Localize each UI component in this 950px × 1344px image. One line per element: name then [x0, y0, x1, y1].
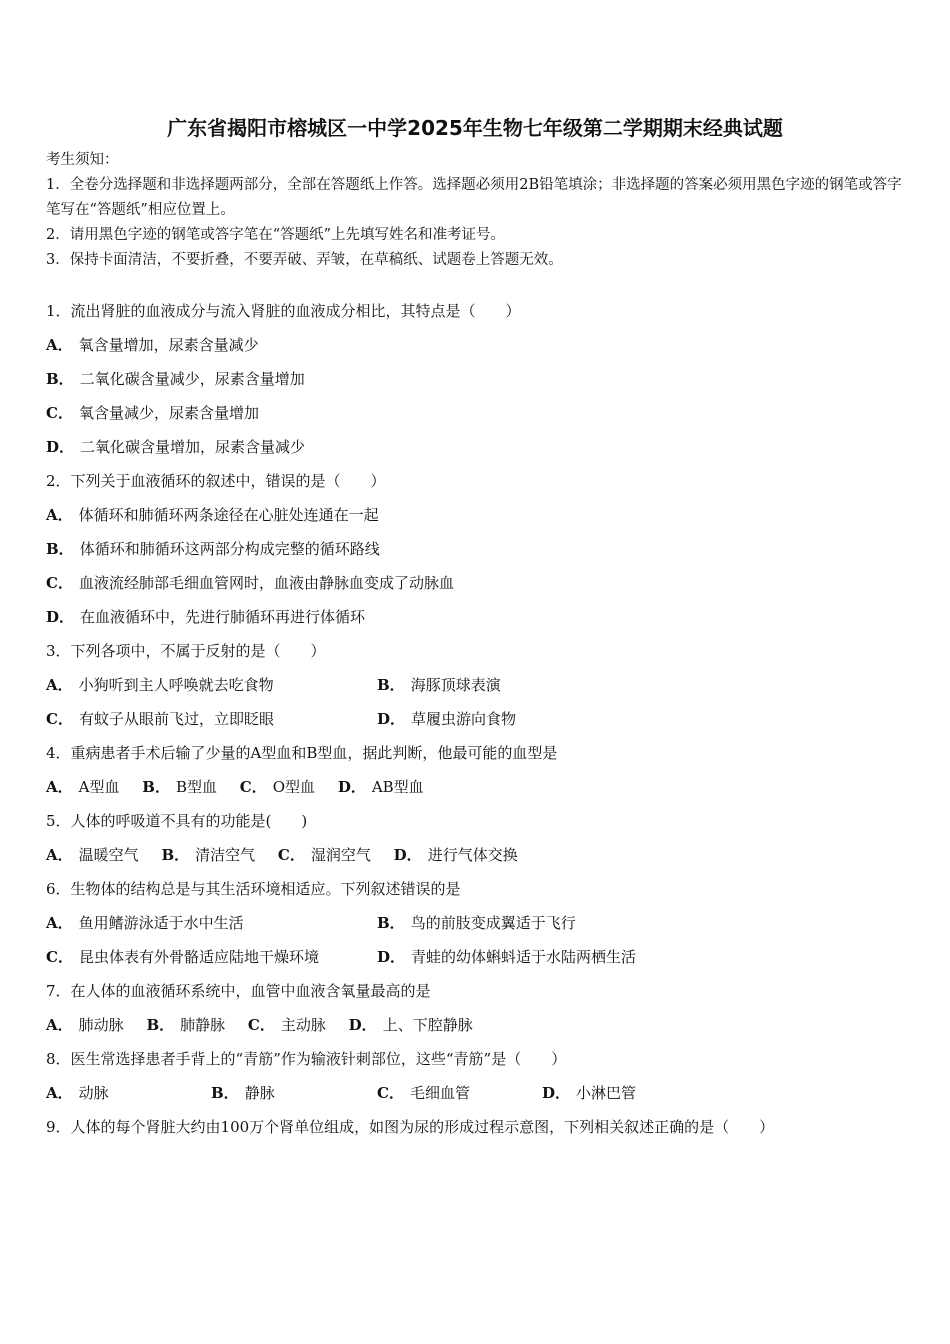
option-label: A． [46, 1084, 73, 1102]
option-label: C． [46, 710, 73, 728]
page-title: 广东省揭阳市榕城区一中学2025年生物七年级第二学期期末经典试题 [167, 116, 783, 140]
option-label: A． [46, 846, 73, 864]
question-stem: 8．医生常选择患者手背上的“青筋”作为输液针刺部位，这些“青筋”是（ ） [46, 1050, 567, 1068]
option-label: D． [46, 608, 75, 626]
option-label: C． [46, 404, 73, 422]
option-label: B． [46, 540, 74, 558]
option-label: D． [377, 948, 406, 966]
option-label: D． [348, 1016, 377, 1034]
option-text: 鸟的前肢变成翼适于飞行 [410, 914, 576, 932]
option [46, 674, 274, 695]
option [46, 1082, 109, 1103]
option [46, 708, 274, 729]
option-text: 二氧化碳含量减少，尿素含量增加 [79, 370, 305, 388]
option-label: C． [277, 846, 305, 864]
option-text: A型血 [78, 778, 120, 796]
question-stem: 1．流出肾脏的血液成分与流入肾脏的血液成分相比，其特点是（ ） [46, 302, 521, 320]
option-text: 海豚顶球表演 [410, 676, 501, 694]
option [542, 1082, 636, 1103]
question-stem: 2．下列关于血液循环的叙述中，错误的是（ ） [46, 472, 386, 490]
option-text: B型血 [175, 778, 217, 796]
option [377, 1082, 470, 1103]
option-text: 肺动脉 [78, 1016, 124, 1034]
option-label: B． [377, 914, 405, 932]
option-text: 二氧化碳含量增加，尿素含量减少 [80, 438, 306, 456]
option [338, 776, 424, 797]
option-row [46, 1014, 491, 1035]
option [142, 776, 217, 797]
option-label: A． [46, 506, 73, 524]
option-text: 进行气体交换 [427, 846, 518, 864]
option-text: 清洁空气 [195, 846, 256, 864]
option-text: 在血液循环中，先进行肺循环再进行体循环 [80, 608, 366, 626]
option-label: B． [142, 778, 170, 796]
option-label: B． [146, 1016, 175, 1034]
option-label: D． [393, 846, 422, 864]
option-text: 有蚊子从眼前飞过，立即眨眼 [78, 710, 274, 728]
option-text: O型血 [272, 778, 316, 796]
option-text: 小淋巴管 [576, 1084, 637, 1102]
notice-item-2: 2．请用黑色字迹的钢笔或答字笔在“答题纸”上先填写姓名和准考证号。 [46, 227, 506, 243]
option [377, 674, 501, 695]
option-label: D． [542, 1084, 571, 1102]
notice-heading: 考生须知： [46, 152, 119, 168]
option-text: 体循环和肺循环这两部分构成完整的循环路线 [79, 540, 380, 558]
option-text: 主动脉 [280, 1016, 326, 1034]
option-label: C． [247, 1016, 275, 1034]
option-text: 体循环和肺循环两条途径在心脏处连通在一起 [78, 506, 379, 524]
option [377, 708, 516, 729]
option [46, 946, 319, 967]
option-text: 小狗听到主人呼唤就去吃食物 [78, 676, 274, 694]
option [46, 844, 139, 865]
option [349, 1014, 473, 1035]
option [278, 844, 371, 865]
option-text: 青蛙的幼体蝌蚪适于水陆两栖生活 [411, 948, 637, 966]
option [46, 776, 119, 797]
notice-item-3: 3．保持卡面清洁，不要折叠，不要弄破、弄皱，在草稿纸、试题卷上答题无效。 [46, 252, 563, 268]
option [46, 1014, 124, 1035]
option [377, 946, 636, 967]
option-text: 肺静脉 [180, 1016, 226, 1034]
option-row [46, 844, 536, 865]
option [46, 436, 305, 457]
option-row [46, 776, 442, 797]
option-label: A． [46, 914, 73, 932]
option-text: 血液流经肺部毛细血管网时，血液由静脉血变成了动脉血 [78, 574, 454, 592]
option-text: 氧含量增加，尿素含量减少 [78, 336, 259, 354]
option-label: B． [161, 846, 190, 864]
option-text: 毛细血管 [409, 1084, 470, 1102]
option [46, 504, 379, 525]
option-label: C． [46, 574, 73, 592]
option-label: B． [377, 676, 405, 694]
option-label: C． [377, 1084, 404, 1102]
notice-item-1: 1．全卷分选择题和非选择题两部分，全部在答题纸上作答。选择题必须用2B铅笔填涂；非选择题的答案必须用黑色字迹的钢笔或答字笔写在“答题纸”相应位置上。 [46, 177, 902, 218]
question-stem: 9．人体的每个肾脏大约由100万个肾单位组成，如图为尿的形成过程示意图，下列相关叙述正确的是（ ） [46, 1118, 775, 1136]
option-text: 湿润空气 [310, 846, 371, 864]
option-label: C． [239, 778, 267, 796]
option-text: 鱼用鳍游泳适于水中生活 [78, 914, 244, 932]
option-text: 动脉 [78, 1084, 109, 1102]
question-stem: 7．在人体的血液循环系统中，血管中血液含氧量最高的是 [46, 982, 431, 1000]
option-label: A． [46, 778, 73, 796]
option-label: C． [46, 948, 73, 966]
option-text: 上、下腔静脉 [382, 1016, 473, 1034]
option [240, 776, 315, 797]
question-stem: 5．人体的呼吸道不具有的功能是( ) [46, 812, 308, 830]
question-stem: 6．生物体的结构总是与其生活环境相适应。下列叙述错误的是 [46, 880, 461, 898]
option-label: A． [46, 336, 73, 354]
option-text: 温暖空气 [78, 846, 139, 864]
option [46, 334, 259, 355]
option [46, 402, 259, 423]
question-stem: 3．下列各项中，不属于反射的是（ ） [46, 642, 326, 660]
option [161, 844, 255, 865]
option-label: D． [337, 778, 366, 796]
option [46, 368, 305, 389]
option-text: 草履虫游向食物 [411, 710, 517, 728]
option-label: A． [46, 1016, 73, 1034]
option [146, 1014, 225, 1035]
option-label: D． [46, 438, 75, 456]
option [211, 1082, 275, 1103]
option-text: 昆虫体表有外骨骼适应陆地干燥环境 [78, 948, 319, 966]
option-label: B． [211, 1084, 239, 1102]
option-label: D． [377, 710, 406, 728]
option [248, 1014, 326, 1035]
option-text: 静脉 [244, 1084, 275, 1102]
option [46, 912, 244, 933]
option [46, 538, 380, 559]
option [46, 606, 365, 627]
option [394, 844, 518, 865]
option-text: 氧含量减少，尿素含量增加 [78, 404, 259, 422]
option-text: AB型血 [371, 778, 424, 796]
option [46, 572, 454, 593]
option-label: A． [46, 676, 73, 694]
question-stem: 4．重病患者手术后输了少量的A型血和B型血，据此判断，他最可能的血型是 [46, 744, 558, 762]
option-label: B． [46, 370, 74, 388]
option [377, 912, 576, 933]
